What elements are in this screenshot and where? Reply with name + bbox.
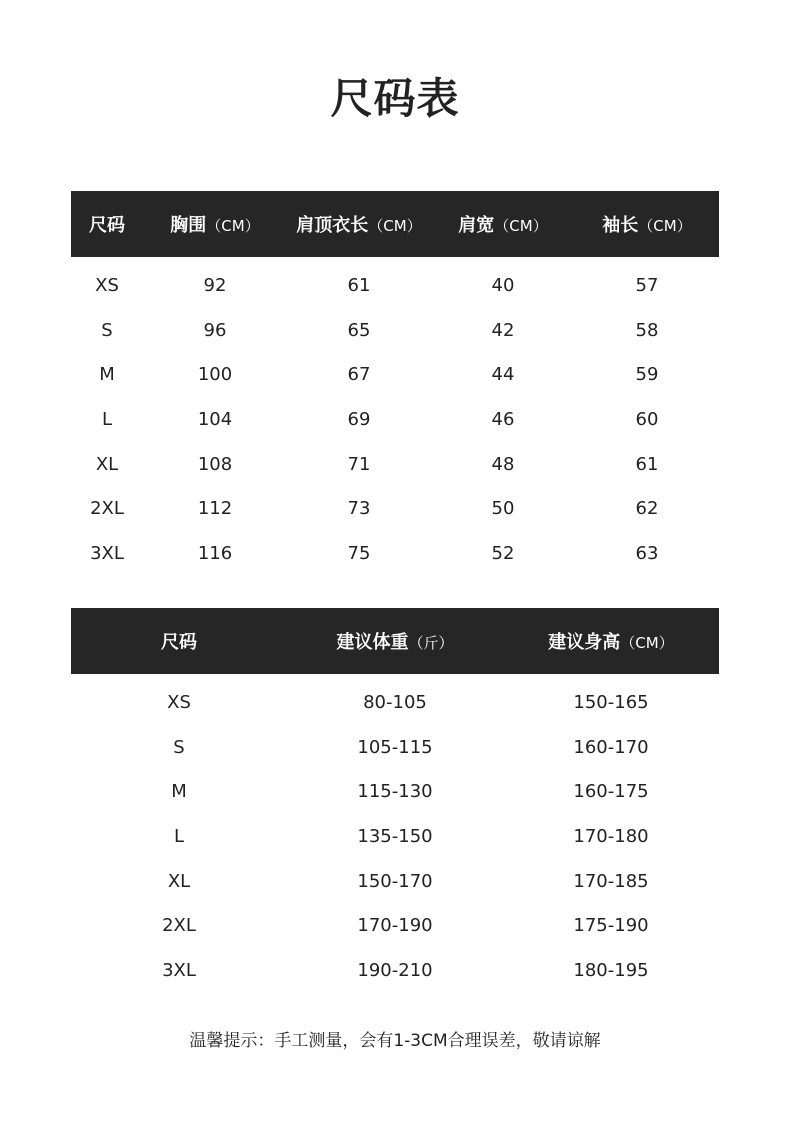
- table-cell: 170-180: [573, 825, 649, 847]
- column-header-unit: （CM）: [494, 217, 548, 235]
- column-header: [287, 191, 431, 257]
- table-cell: 160-170: [573, 736, 649, 758]
- table-cell: 52: [491, 542, 515, 564]
- table-cell: 160-175: [573, 781, 649, 803]
- table-cell: 73: [347, 498, 371, 520]
- size-label-cell: L: [173, 825, 185, 847]
- table-cell: 50: [491, 498, 515, 520]
- column-header: [71, 608, 287, 674]
- table-row: [71, 397, 719, 442]
- table-cell: 65: [347, 319, 371, 341]
- table-cell: 108: [197, 453, 233, 475]
- table-cell: 180-195: [573, 959, 649, 981]
- table-cell: 59: [635, 364, 659, 386]
- size-label-cell: 3XL: [162, 959, 196, 981]
- table-cell: 57: [635, 274, 659, 296]
- table-cell: 104: [197, 408, 233, 430]
- table-row: [71, 948, 719, 993]
- table-row: [71, 814, 719, 859]
- table-cell: 58: [635, 319, 659, 341]
- table-row: [71, 903, 719, 948]
- table-cell: 63: [635, 542, 659, 564]
- table-cell: 62: [635, 498, 659, 520]
- table-row: [71, 257, 719, 308]
- size-label-cell: S: [101, 319, 113, 341]
- column-header: [431, 191, 575, 257]
- column-header-label: 尺码: [161, 632, 197, 653]
- column-header: [503, 608, 719, 674]
- table-row: [71, 859, 719, 904]
- table-cell: 190-210: [357, 959, 433, 981]
- table-cell: 150-170: [357, 870, 433, 892]
- size-label-cell: M: [171, 781, 187, 803]
- column-header: [143, 191, 287, 257]
- table-cell: 112: [197, 498, 233, 520]
- column-header: [71, 191, 143, 257]
- size-label-cell: XL: [95, 453, 119, 475]
- column-header-label: 肩宽: [458, 215, 495, 236]
- table-row: [71, 486, 719, 531]
- table-cell: 175-190: [573, 915, 649, 937]
- table-row: [71, 725, 719, 770]
- column-header-label: 建议身高: [548, 632, 621, 653]
- table-row: [71, 769, 719, 814]
- table-cell: 75: [347, 542, 371, 564]
- recommendation-table: [71, 608, 719, 993]
- table-cell: 115-130: [357, 781, 433, 803]
- table-cell: 60: [635, 408, 659, 430]
- measurement-table: [71, 191, 719, 576]
- table-row: [71, 442, 719, 487]
- table-cell: 61: [635, 453, 659, 475]
- table-row: [71, 531, 719, 576]
- table-cell: 170-190: [357, 915, 433, 937]
- table-cell: 135-150: [357, 825, 433, 847]
- column-header-label: 尺码: [89, 215, 125, 236]
- size-label-cell: XL: [167, 870, 191, 892]
- page-title: 尺码表: [330, 74, 460, 123]
- table-cell: 80-105: [363, 691, 427, 713]
- table-cell: 96: [203, 319, 227, 341]
- table-cell: 61: [347, 274, 371, 296]
- column-header-label: 袖长: [602, 215, 639, 236]
- size-label-cell: 2XL: [90, 498, 124, 520]
- measurement-table-body: [71, 257, 719, 576]
- measurement-note: 温馨提示：手工测量，会有1-3CM合理误差，敬请谅解: [189, 1031, 601, 1051]
- table-cell: 67: [347, 364, 371, 386]
- size-label-cell: 2XL: [162, 915, 196, 937]
- table-row: [71, 674, 719, 725]
- size-label-cell: M: [99, 364, 115, 386]
- column-header-unit: （CM）: [620, 634, 674, 652]
- column-header-label: 肩顶衣长: [296, 215, 369, 236]
- table-row: [71, 352, 719, 397]
- table-cell: 105-115: [357, 736, 433, 758]
- table-cell: 40: [491, 274, 515, 296]
- column-header: [287, 608, 503, 674]
- table-cell: 170-185: [573, 870, 649, 892]
- table-cell: 42: [491, 319, 515, 341]
- column-header-unit: （CM）: [638, 217, 692, 235]
- table-cell: 48: [491, 453, 515, 475]
- size-label-cell: XS: [167, 691, 191, 713]
- table-cell: 150-165: [573, 691, 649, 713]
- recommendation-table-header: [71, 608, 719, 674]
- column-header-unit: （CM）: [206, 217, 260, 235]
- column-header: [575, 191, 719, 257]
- size-label-cell: 3XL: [90, 542, 124, 564]
- size-label-cell: XS: [95, 274, 119, 296]
- column-header-label: 胸围: [170, 215, 207, 236]
- table-row: [71, 308, 719, 353]
- column-header-unit: （CM）: [368, 217, 422, 235]
- size-label-cell: L: [101, 408, 113, 430]
- size-label-cell: S: [173, 736, 185, 758]
- table-cell: 44: [491, 364, 515, 386]
- measurement-table-header: [71, 191, 719, 257]
- table-cell: 92: [203, 274, 227, 296]
- table-cell: 100: [197, 364, 233, 386]
- table-cell: 71: [347, 453, 371, 475]
- table-cell: 69: [347, 408, 371, 430]
- column-header-label: 建议体重: [336, 632, 409, 653]
- column-header-unit: （斤）: [408, 634, 454, 652]
- table-cell: 116: [197, 542, 233, 564]
- recommendation-table-body: [71, 674, 719, 993]
- table-cell: 46: [491, 408, 515, 430]
